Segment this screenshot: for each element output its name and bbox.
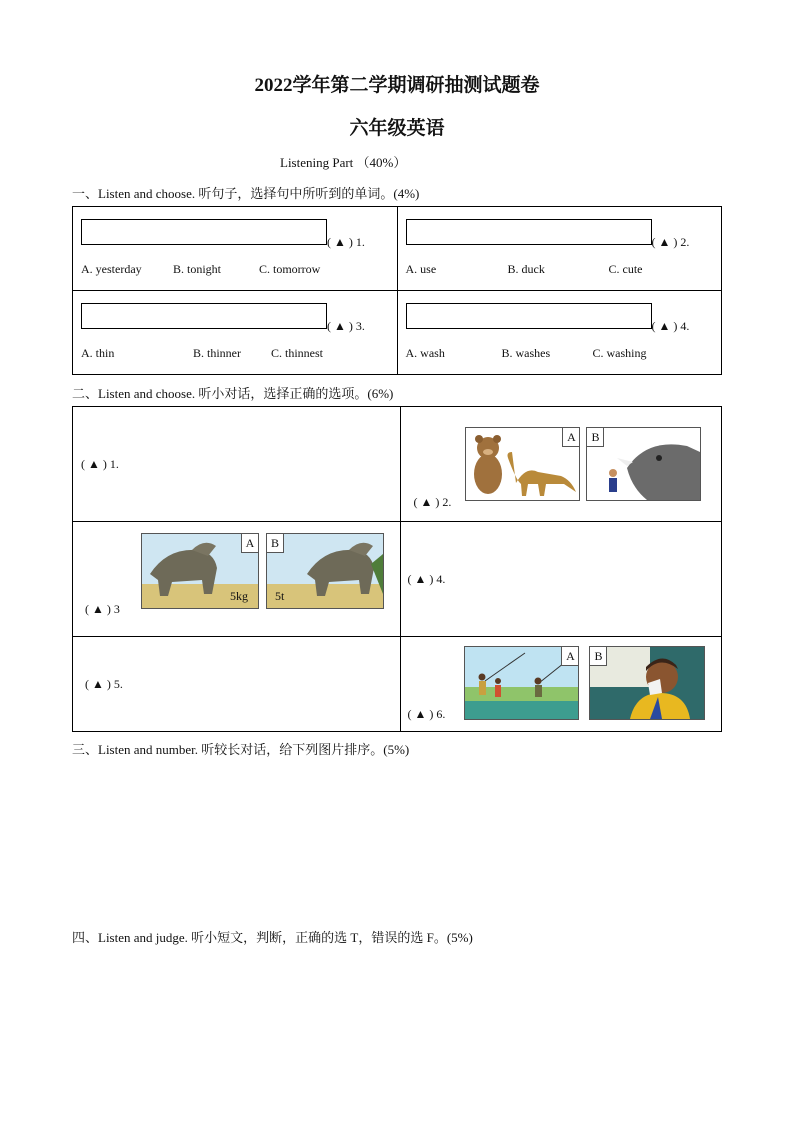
- option-a: A. yesterday: [81, 262, 142, 276]
- s2-item-5: [73, 637, 401, 732]
- answer-blank: ( ▲ ) 3.: [327, 319, 365, 333]
- answer-blank: ( ▲ ) 6.: [407, 707, 446, 721]
- picture-a-fishing[interactable]: [464, 646, 579, 720]
- option-letter: A: [561, 647, 578, 666]
- answer-box[interactable]: [406, 303, 652, 329]
- option-a: A. thin: [81, 346, 115, 360]
- triceratops-illustration: [267, 534, 383, 608]
- picture-a-triceratops-5kg[interactable]: [141, 533, 259, 609]
- section4-heading: 四、Listen and judge. 听小短文，判断，正确的选 T，错误的选 F。(5%): [72, 930, 473, 945]
- s1-item-3: [73, 291, 398, 375]
- option-letter: B: [267, 534, 284, 553]
- sneezing-boy-illustration: [590, 647, 704, 719]
- answer-box[interactable]: [81, 303, 327, 329]
- answer-blank: ( ▲ ) 5.: [85, 677, 123, 691]
- answer-blank: ( ▲ ) 1.: [81, 457, 119, 471]
- option-a: A. use: [405, 262, 437, 276]
- option-b: B. tonight: [173, 262, 222, 276]
- option-letter: A: [562, 428, 579, 447]
- option-b: B. duck: [507, 262, 545, 276]
- s1-item-1: [73, 207, 398, 291]
- part-label: Listening Part （40%）: [280, 155, 407, 170]
- answer-blank: ( ▲ ) 1.: [327, 235, 365, 249]
- option-letter: B: [590, 647, 607, 666]
- answer-blank: ( ▲ ) 4.: [407, 572, 446, 586]
- section1-table: [72, 206, 722, 375]
- weight-label: 5t: [275, 589, 285, 603]
- s2-item-6: [401, 637, 722, 732]
- picture-b-triceratops-5t[interactable]: [266, 533, 384, 609]
- picture-a-teddy-and-dinosaur[interactable]: [465, 427, 580, 501]
- answer-box[interactable]: [406, 219, 652, 245]
- page-subtitle: 六年级英语: [349, 118, 445, 139]
- weight-label: 5kg: [230, 589, 248, 603]
- option-c: C. thinnest: [271, 346, 324, 360]
- option-letter: B: [587, 428, 604, 447]
- answer-blank: ( ▲ ) 4.: [651, 319, 690, 333]
- section1-heading: 一、Listen and choose. 听句子，选择句中所听到的单词。(4%): [72, 186, 420, 201]
- s2-item-2: [401, 407, 722, 522]
- section2-table: [72, 406, 722, 732]
- picture-b-sneezing-boy[interactable]: [589, 646, 705, 720]
- option-c: C. cute: [608, 262, 643, 276]
- s2-item-4: [401, 522, 722, 637]
- picture-b-boy-and-triceratops[interactable]: [586, 427, 701, 501]
- page-title: 2022学年第二学期调研抽测试题卷: [254, 75, 540, 96]
- answer-box[interactable]: [81, 219, 327, 245]
- option-a: A. wash: [405, 346, 445, 360]
- s1-item-4: [397, 291, 722, 375]
- option-letter: A: [241, 534, 258, 553]
- answer-blank: ( ▲ ) 2.: [651, 235, 690, 249]
- s2-item-3: [73, 522, 401, 637]
- option-b: B. thinner: [193, 346, 241, 360]
- option-c: C. tomorrow: [259, 262, 321, 276]
- s1-item-2: [397, 207, 722, 291]
- s2-item-1: [73, 407, 401, 522]
- option-b: B. washes: [501, 346, 551, 360]
- option-c: C. washing: [592, 346, 647, 360]
- answer-blank: ( ▲ ) 3: [85, 602, 120, 616]
- answer-blank: ( ▲ ) 2.: [413, 495, 452, 509]
- section3-heading: 三、Listen and number. 听较长对话，给下列图片排序。(5%): [72, 742, 410, 757]
- section2-heading: 二、Listen and choose. 听小对话，选择正确的选项。(6%): [72, 386, 394, 401]
